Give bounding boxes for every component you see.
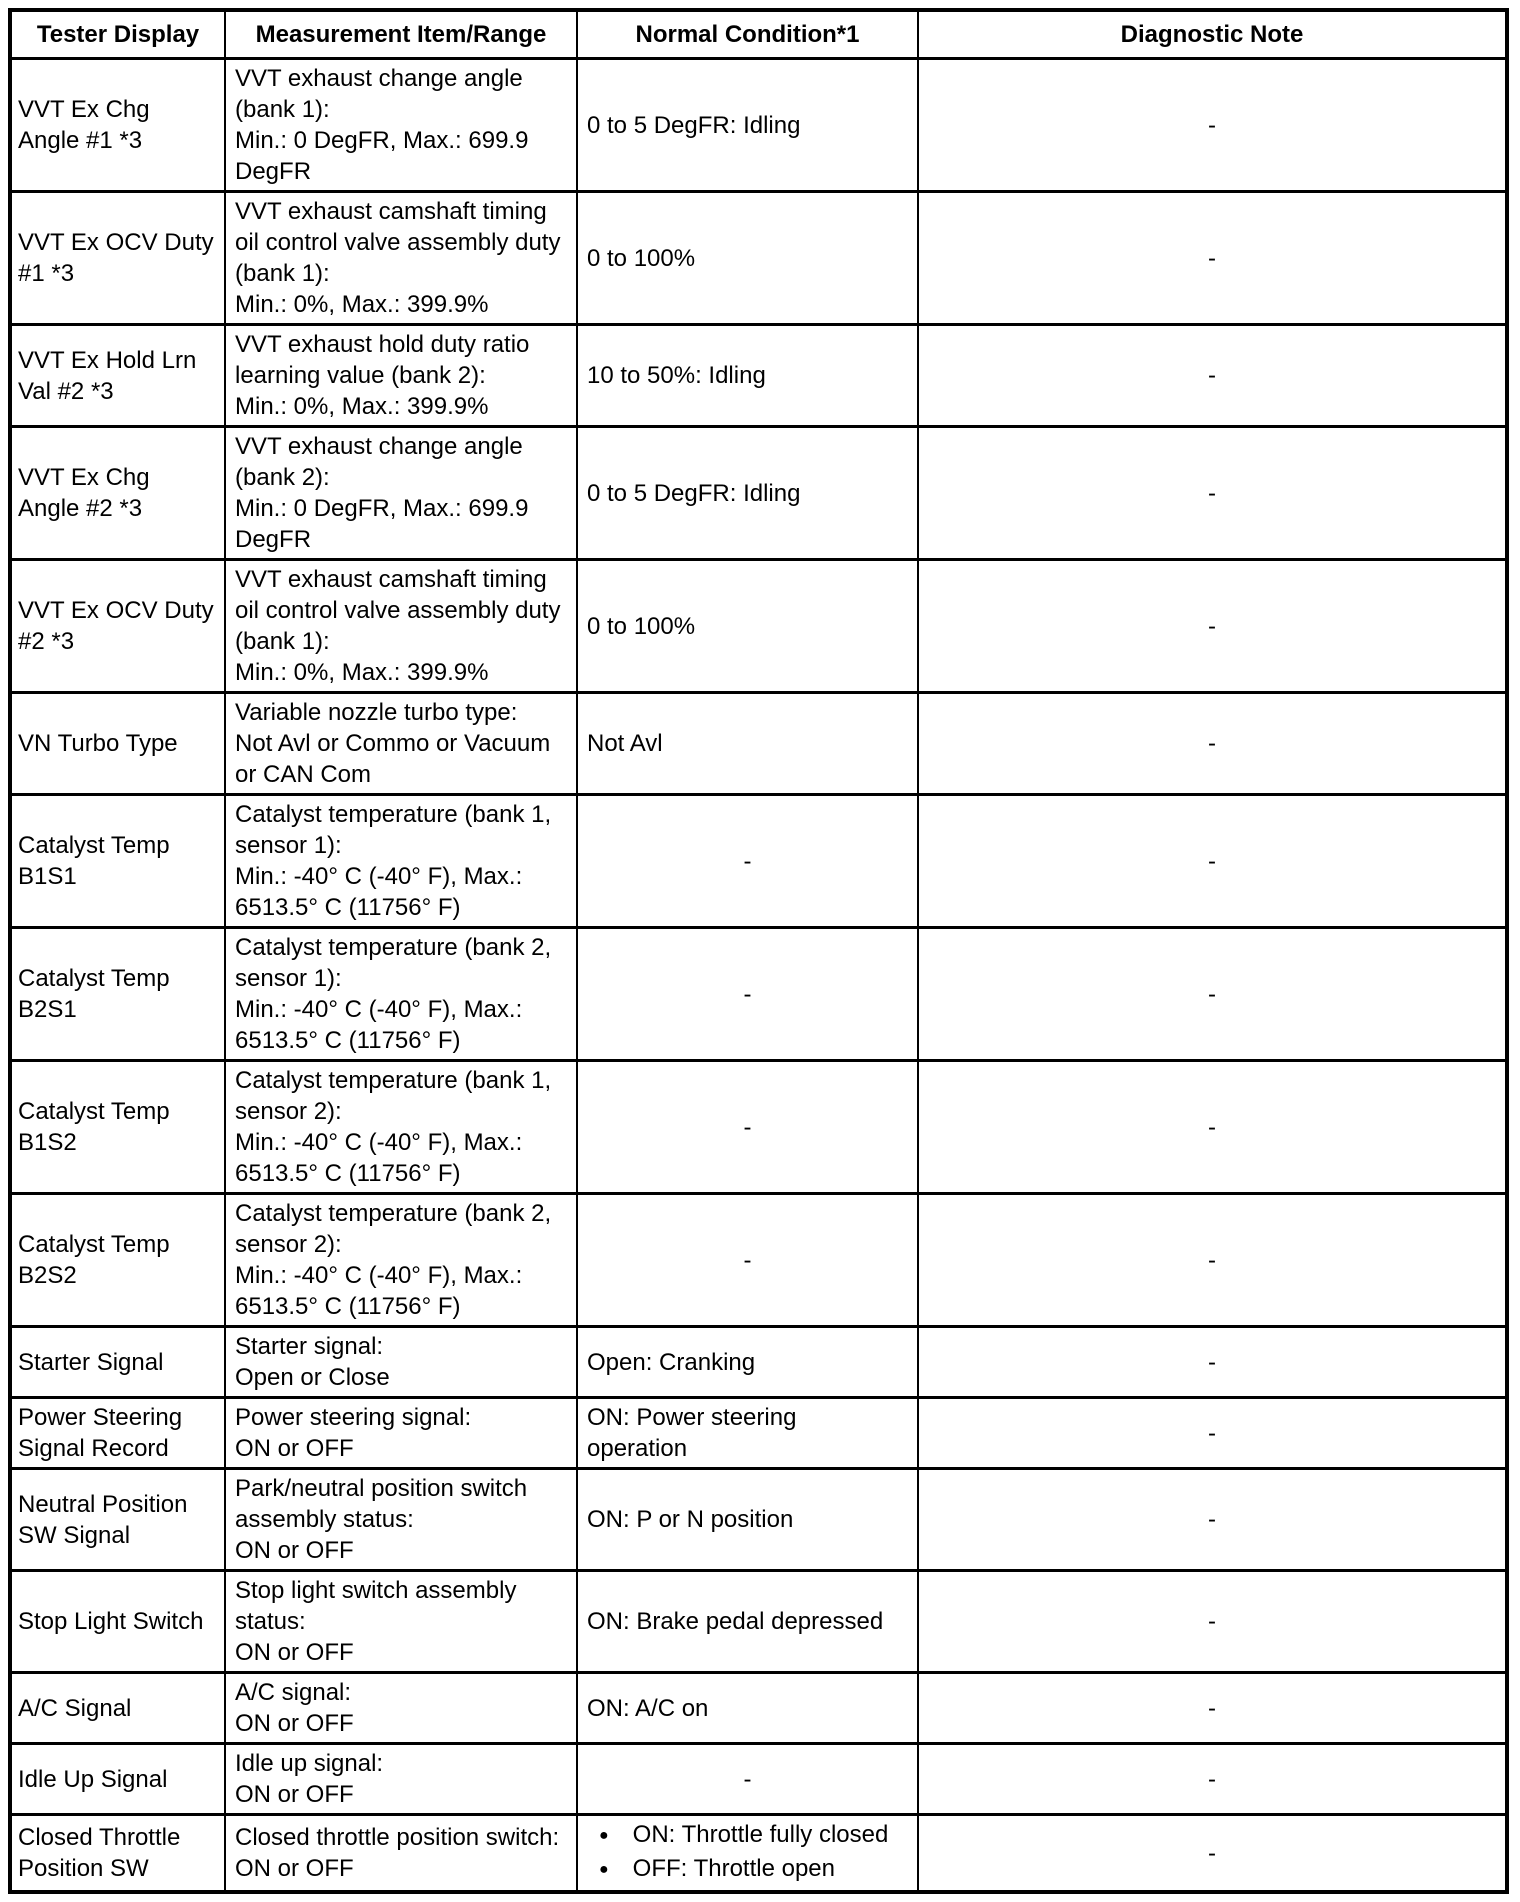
cell-measurement-item-range: VVT exhaust camshaft timing oil control valve assembly duty (bank 1): Min.: 0%, Max.: 399.9% [225,192,577,325]
table-row [10,325,1507,427]
cell-measurement-item-range: Closed throttle position switch: ON or OFF [225,1815,577,1893]
table-row [10,928,1507,1061]
cell-tester-display: Starter Signal [10,1327,225,1398]
cell-diagnostic-note: - [918,1061,1507,1194]
cell-diagnostic-note: - [918,1327,1507,1398]
cell-tester-display: VVT Ex Chg Angle #1 *3 [10,59,225,192]
bullet-text: OFF: Throttle open [632,1855,835,1882]
cell-normal-condition: - [577,1061,918,1194]
table-row [10,1744,1507,1815]
table-row [10,1571,1507,1673]
cell-tester-display: VVT Ex Hold Lrn Val #2 *3 [10,325,225,427]
cell-diagnostic-note: - [918,1398,1507,1469]
cell-normal-condition: - [577,795,918,928]
table-body [10,59,1507,1893]
bullet-item [587,1853,913,1887]
bullet-icon: ● [599,1827,609,1844]
cell-normal-condition: 0 to 100% [577,560,918,693]
cell-diagnostic-note: - [918,1815,1507,1893]
cell-measurement-item-range: VVT exhaust hold duty ratio learning value (bank 2): Min.: 0%, Max.: 399.9% [225,325,577,427]
cell-tester-display: VVT Ex OCV Duty #1 *3 [10,192,225,325]
cell-measurement-item-range: VVT exhaust change angle (bank 1): Min.: 0 DegFR, Max.: 699.9 DegFR [225,59,577,192]
cell-tester-display: Neutral Position SW Signal [10,1469,225,1571]
table-row [10,560,1507,693]
table-row [10,1469,1507,1571]
bullet-icon: ● [599,1861,609,1878]
cell-normal-condition: 0 to 5 DegFR: Idling [577,59,918,192]
cell-diagnostic-note: - [918,1571,1507,1673]
cell-normal-condition: Not Avl [577,693,918,795]
cell-measurement-item-range: Stop light switch assembly status: ON or OFF [225,1571,577,1673]
cell-tester-display: Idle Up Signal [10,1744,225,1815]
table-row [10,1194,1507,1327]
table-row [10,427,1507,560]
cell-measurement-item-range: Idle up signal: ON or OFF [225,1744,577,1815]
table-row [10,1061,1507,1194]
cell-normal-condition: 0 to 100% [577,192,918,325]
bullet-text: ON: Throttle fully closed [632,1821,889,1848]
cell-tester-display: Catalyst Temp B1S1 [10,795,225,928]
cell-normal-condition: - [577,1194,918,1327]
cell-diagnostic-note: - [918,325,1507,427]
bullet-item [587,1819,913,1853]
column-header-normal-condition: Normal Condition*1 [577,10,918,59]
cell-measurement-item-range: Catalyst temperature (bank 1, sensor 2): Min.: -40° C (-40° F), Max.: 6513.5° C (11756° F) [225,1061,577,1194]
cell-tester-display: VVT Ex Chg Angle #2 *3 [10,427,225,560]
cell-tester-display: Stop Light Switch [10,1571,225,1673]
cell-normal-condition: - [577,928,918,1061]
table-row [10,59,1507,192]
diagnostic-data-table [8,8,1509,1894]
cell-tester-display: Closed Throttle Position SW [10,1815,225,1893]
table-row [10,693,1507,795]
cell-diagnostic-note: - [918,560,1507,693]
cell-normal-condition: 10 to 50%: Idling [577,325,918,427]
cell-tester-display: A/C Signal [10,1673,225,1744]
table-row [10,1398,1507,1469]
cell-normal-condition: ON: Power steering operation [577,1398,918,1469]
cell-measurement-item-range: Park/neutral position switch assembly status: ON or OFF [225,1469,577,1571]
cell-measurement-item-range: VVT exhaust change angle (bank 2): Min.: 0 DegFR, Max.: 699.9 DegFR [225,427,577,560]
cell-normal-condition: ON: Brake pedal depressed [577,1571,918,1673]
cell-diagnostic-note: - [918,795,1507,928]
column-header-tester-display: Tester Display [10,10,225,59]
cell-measurement-item-range: Variable nozzle turbo type: Not Avl or Commo or Vacuum or CAN Com [225,693,577,795]
cell-normal-condition [577,1815,918,1893]
column-header-diagnostic-note: Diagnostic Note [918,10,1507,59]
header-row [10,10,1507,59]
cell-measurement-item-range: Catalyst temperature (bank 2, sensor 2): Min.: -40° C (-40° F), Max.: 6513.5° C (11756° F) [225,1194,577,1327]
cell-diagnostic-note: - [918,1469,1507,1571]
cell-measurement-item-range: Starter signal: Open or Close [225,1327,577,1398]
cell-diagnostic-note: - [918,59,1507,192]
cell-normal-condition: Open: Cranking [577,1327,918,1398]
cell-measurement-item-range: A/C signal: ON or OFF [225,1673,577,1744]
cell-normal-condition: 0 to 5 DegFR: Idling [577,427,918,560]
cell-tester-display: Catalyst Temp B2S2 [10,1194,225,1327]
table-header [10,10,1507,59]
cell-normal-condition: ON: A/C on [577,1673,918,1744]
cell-diagnostic-note: - [918,928,1507,1061]
cell-diagnostic-note: - [918,1673,1507,1744]
table-row [10,1327,1507,1398]
table-row [10,192,1507,325]
cell-diagnostic-note: - [918,427,1507,560]
cell-tester-display: Catalyst Temp B2S1 [10,928,225,1061]
column-header-measurement-item-range: Measurement Item/Range [225,10,577,59]
cell-tester-display: Catalyst Temp B1S2 [10,1061,225,1194]
cell-diagnostic-note: - [918,693,1507,795]
cell-tester-display: VVT Ex OCV Duty #2 *3 [10,560,225,693]
cell-tester-display: VN Turbo Type [10,693,225,795]
table-row [10,1815,1507,1893]
table-row [10,1673,1507,1744]
cell-diagnostic-note: - [918,192,1507,325]
cell-normal-condition: - [577,1744,918,1815]
cell-diagnostic-note: - [918,1744,1507,1815]
cell-tester-display: Power Steering Signal Record [10,1398,225,1469]
cell-measurement-item-range: Power steering signal: ON or OFF [225,1398,577,1469]
cell-measurement-item-range: Catalyst temperature (bank 2, sensor 1): Min.: -40° C (-40° F), Max.: 6513.5° C (11756° F) [225,928,577,1061]
cell-measurement-item-range: VVT exhaust camshaft timing oil control valve assembly duty (bank 1): Min.: 0%, Max.: 399.9% [225,560,577,693]
table-row [10,795,1507,928]
cell-diagnostic-note: - [918,1194,1507,1327]
cell-measurement-item-range: Catalyst temperature (bank 1, sensor 1): Min.: -40° C (-40° F), Max.: 6513.5° C (11756° F) [225,795,577,928]
cell-normal-condition: ON: P or N position [577,1469,918,1571]
